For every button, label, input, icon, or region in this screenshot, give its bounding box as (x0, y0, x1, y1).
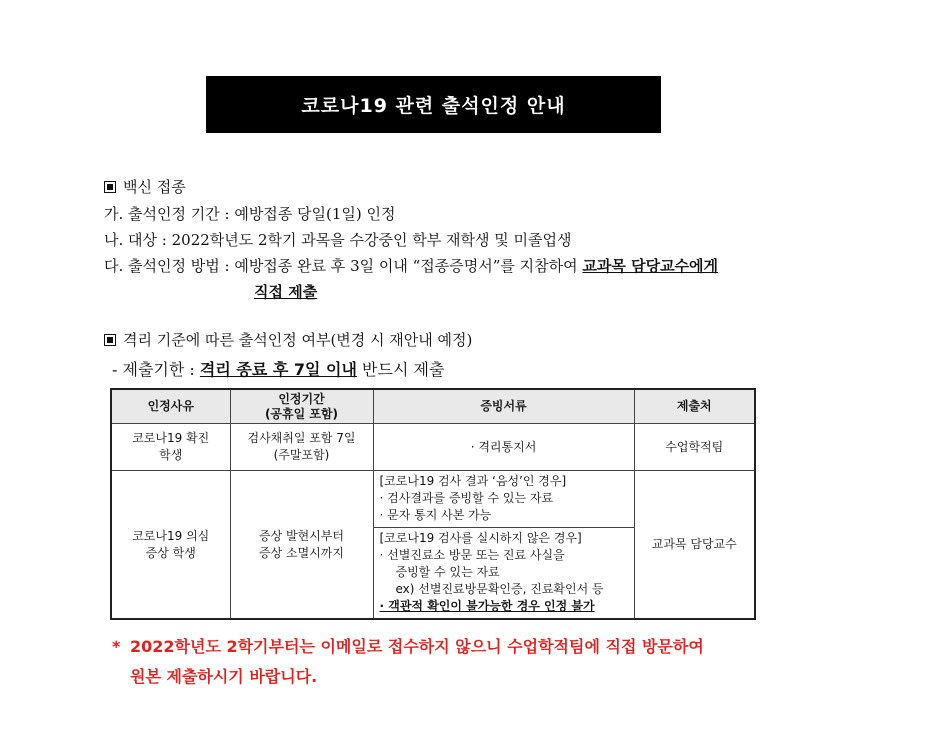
row2-reason-line1: 코로나19 의심 (132, 528, 210, 543)
row1-period-line2: (주말포함) (273, 448, 330, 462)
table-header-row (111, 389, 755, 424)
item-c-prefix: 다. (104, 257, 129, 275)
row1-period (230, 424, 373, 471)
negative-result-line1: · 검사결과를 증빙할 수 있는 자료 (379, 491, 554, 505)
negative-result-line2: · 문자 통지 사본 가능 (379, 508, 492, 522)
row1-reason-line2: 학생 (159, 448, 183, 462)
deadline-emphasis: 격리 종료 후 7일 이내 (199, 360, 357, 379)
item-a (104, 203, 396, 224)
section1-heading (104, 176, 186, 197)
row2-period (230, 471, 373, 620)
deadline-prefix: - 제출기한 : (112, 360, 200, 379)
table-row (111, 424, 755, 471)
header-reason: 인정사유 (111, 389, 230, 424)
row1-docs: · 격리통지서 (373, 424, 634, 471)
no-test-line4: · 객관적 확인이 불가능한 경우 인정 불가 (379, 599, 595, 613)
submission-deadline (112, 357, 444, 380)
table-row (111, 471, 755, 620)
negative-result-block (374, 471, 634, 527)
notice-line2: 원본 제출하시기 바랍니다. (130, 667, 318, 686)
item-c-emphasis: 교과목 담당교수에게 (582, 257, 719, 275)
row1-period-line1: 검사채취일 포함 7일 (247, 431, 356, 445)
item-c-continuation (254, 281, 317, 302)
no-test-title: [코로나19 검사를 실시하지 않은 경우] (379, 531, 582, 545)
row2-reason (111, 471, 230, 620)
notice-line1-text: 2022학년도 2학기부터는 이메일로 접수하지 않으니 수업학적팀에 직접 방문하여 (130, 637, 704, 656)
header-period-line1: 인정기간 (278, 391, 325, 406)
no-test-line3: ex) 선별진료방문확인증, 진료확인서 등 (395, 582, 604, 596)
item-c (104, 255, 718, 276)
row2-reason-line2: 증상 학생 (145, 545, 196, 560)
item-b-prefix: 나. (104, 231, 129, 249)
no-test-line2: 증빙할 수 있는 자료 (395, 565, 500, 579)
row1-submit-to: 수업학적팀 (634, 424, 755, 471)
attendance-table (110, 388, 756, 620)
no-test-line1: · 선별진료소 방문 또는 진료 사실을 (379, 548, 565, 562)
checkbox-square-icon (104, 181, 116, 193)
page-title: 코로나19 관련 출석인정 안내 (206, 76, 661, 133)
item-c-continuation-text: 직접 제출 (254, 283, 318, 301)
row2-period-line1: 증상 발현시부터 (259, 528, 344, 543)
row2-period-line2: 증상 소멸시까지 (259, 545, 344, 560)
item-b (104, 229, 571, 250)
header-period-line2: (공휴일 포함) (264, 406, 339, 421)
item-a-prefix: 가. (104, 205, 129, 223)
negative-result-title: [코로나19 검사 결과 ‘음성’인 경우] (379, 474, 567, 488)
notice-line1 (112, 632, 812, 662)
section2-heading (104, 329, 472, 350)
item-b-text: 대상 : 2022학년도 2학기 과목을 수강중인 학부 재학생 및 미졸업생 (128, 231, 572, 249)
section1-heading-text: 백신 접종 (123, 178, 186, 196)
header-period (230, 389, 373, 424)
red-notice (112, 632, 812, 692)
header-submit-to: 제출처 (634, 389, 755, 424)
asterisk-icon: * (112, 637, 121, 656)
row1-reason (111, 424, 230, 471)
section2-heading-text: 격리 기준에 따른 출석인정 여부(변경 시 재안내 예정) (123, 331, 473, 349)
item-a-text: 출석인정 기간 : 예방접종 당일(1일) 인정 (128, 205, 396, 223)
deadline-suffix: 반드시 제출 (356, 360, 445, 379)
row2-submit-to: 교과목 담당교수 (634, 471, 755, 620)
no-test-block (374, 527, 634, 618)
header-docs: 증빙서류 (373, 389, 634, 424)
checkbox-square-icon (104, 334, 116, 346)
item-c-text: 출석인정 방법 : 예방접종 완료 후 3일 이내 “접종증명서”를 지참하여 (128, 257, 583, 275)
row2-docs (373, 471, 634, 620)
row1-reason-line1: 코로나19 확진 (132, 431, 210, 445)
